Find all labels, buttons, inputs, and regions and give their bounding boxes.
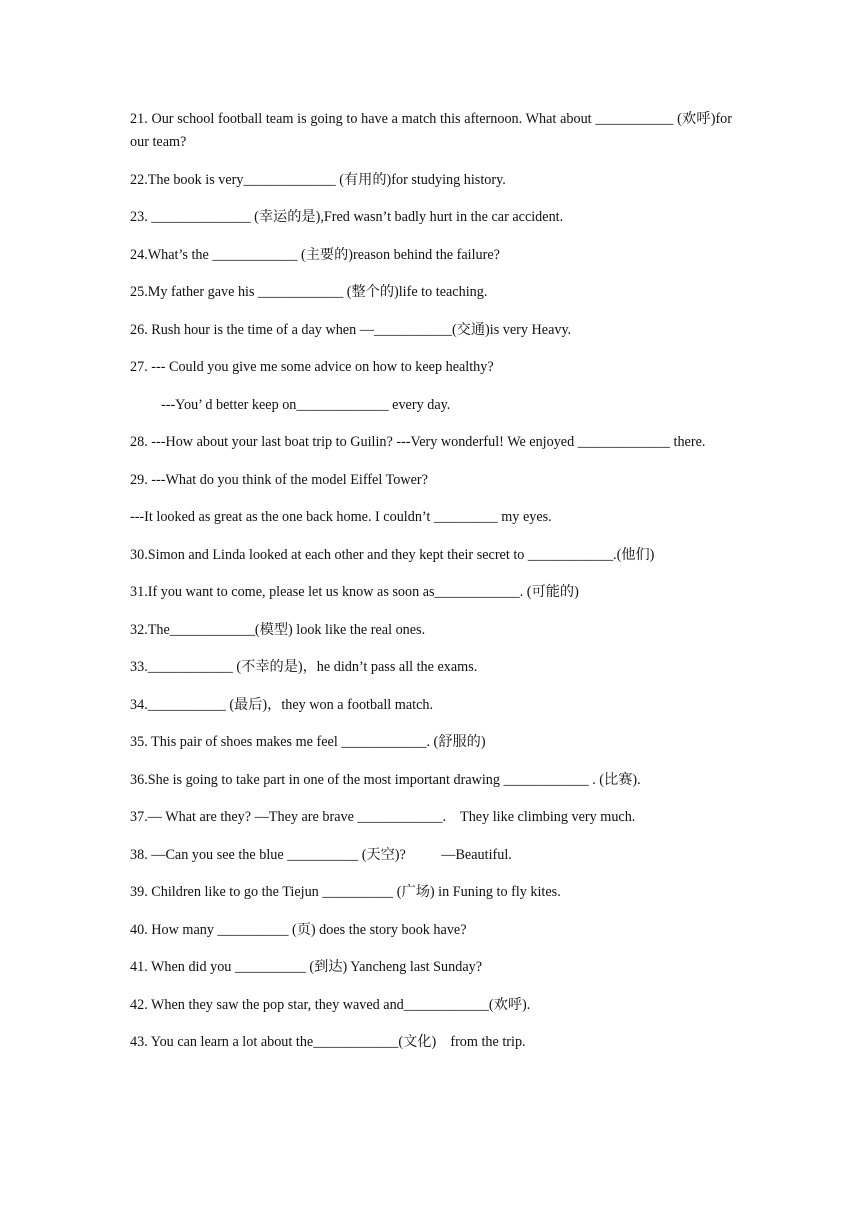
- question-40: 40. How many __________ (页) does the story book have?: [130, 921, 467, 938]
- question-30: 30.Simon and Linda looked at each other and they kept their secret to ____________.(他们): [130, 546, 655, 563]
- question-39: 39. Children like to go the Tiejun __________ (广场) in Funing to fly kites.: [130, 884, 561, 900]
- question-42: 42. When they saw the pop star, they waved and____________(欢呼).: [130, 996, 531, 1013]
- question-34: 34.___________ (最后)，they won a football match.: [130, 696, 434, 713]
- question-32: 32.The____________(模型) look like the real ones.: [130, 621, 426, 638]
- question-24: 24.What’s the ____________ (主要的)reason behind the failure?: [130, 246, 500, 263]
- question-27-answer: ---You’ d better keep on_____________ every day.: [161, 396, 451, 413]
- question-41: 41. When did you __________ (到达) Yancheng last Sunday?: [130, 959, 483, 975]
- question-21: 21. Our school football team is going to have a match this afternoon. What about ___________ (欢呼)for our team?: [130, 111, 736, 150]
- question-29: 29. ---What do you think of the model Eiffel Tower?: [130, 471, 428, 488]
- exercise-list: [130, 108, 736, 1069]
- question-25: 25.My father gave his ____________ (整个的)life to teaching.: [130, 284, 488, 300]
- question-33: 33.____________ (不幸的是)，he didn’t pass all the exams.: [130, 659, 478, 675]
- question-37: 37.— What are they? —They are brave ____________. They like climbing very much.: [130, 809, 636, 825]
- question-38: 38. —Can you see the blue __________ (天空)? —Beautiful.: [130, 846, 512, 863]
- question-23: 23. ______________ (幸运的是),Fred wasn’t badly hurt in the car accident.: [130, 209, 564, 225]
- question-43: 43. You can learn a lot about the____________(文化) from the trip.: [130, 1034, 526, 1050]
- question-27: 27. --- Could you give me some advice on how to keep healthy?: [130, 359, 494, 375]
- question-29-answer: ---It looked as great as the one back home. I couldn’t _________ my eyes.: [130, 509, 552, 525]
- question-35: 35. This pair of shoes makes me feel ____________. (舒服的): [130, 734, 486, 750]
- question-22: 22.The book is very_____________ (有用的)for studying history.: [130, 171, 506, 188]
- question-26: 26. Rush hour is the time of a day when —___________(交通)is very Heavy.: [130, 321, 572, 338]
- question-28: 28. ---How about your last boat trip to Guilin? ---Very wonderful! We enjoyed _____________ there.: [130, 434, 706, 450]
- question-36: 36.She is going to take part in one of the most important drawing ____________ . (比赛).: [130, 771, 641, 788]
- question-31: 31.If you want to come, please let us know as soon as____________. (可能的): [130, 584, 579, 600]
